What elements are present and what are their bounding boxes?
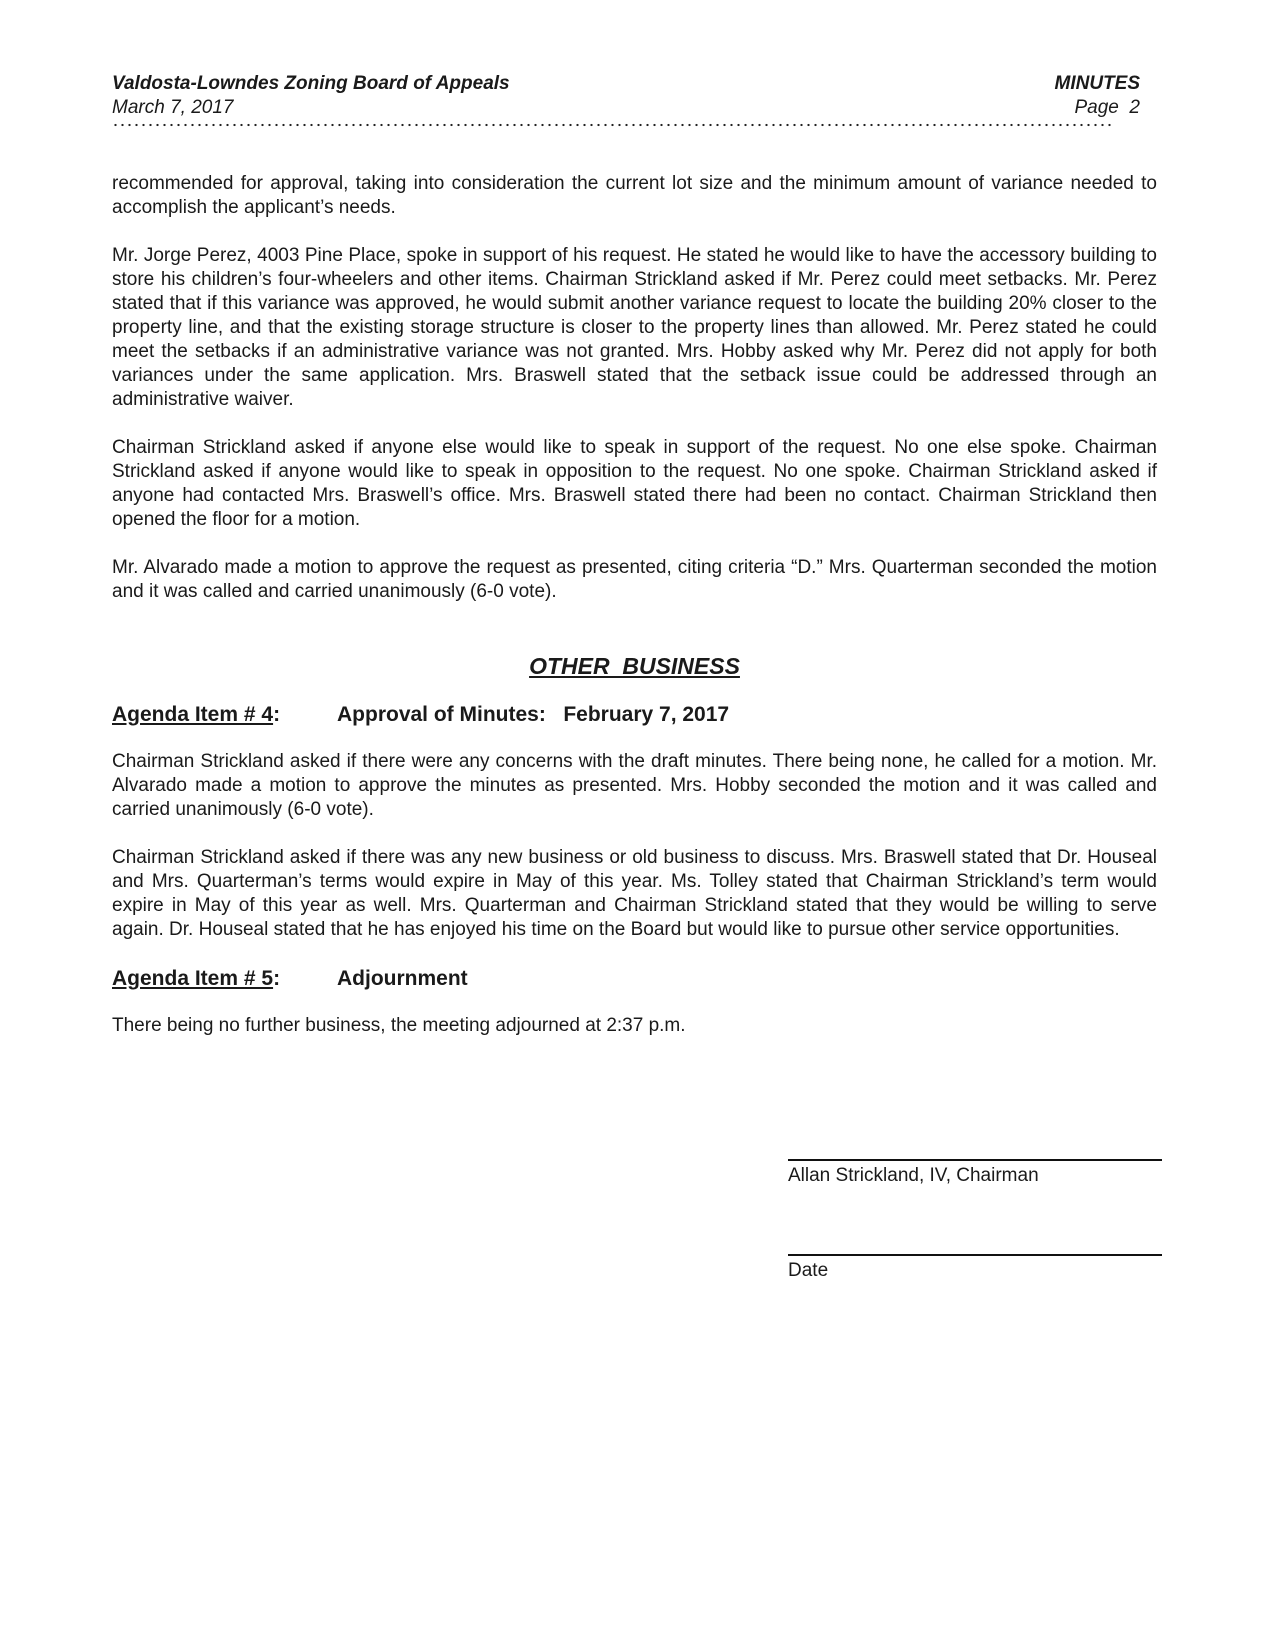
- date-label: Date: [788, 1260, 829, 1281]
- paragraph: Mr. Jorge Perez, 4003 Pine Place, spoke in support of his request. He stated he would like to have the accessory building to store his children’s four-wheelers and other items. Chairman Strickland asked if Mr. Perez could meet setbacks. Mr. Perez stated that if this variance was approved, he would submit another variance request to locate the building 20% closer to the property line, and that the existing storage structure is closer to the property lines than allowed. Mr. Perez stated he could meet the setbacks if an administrative variance was not granted. Mrs. Hobby asked why Mr. Perez did not apply for both variances under the same application. Mrs. Braswell stated that the setback issue could be addressed through an administrative waiver.: [112, 245, 1157, 410]
- agenda-item-4-title: Approval of Minutes: February 7, 2017: [337, 703, 730, 726]
- meeting-date: March 7, 2017: [112, 97, 234, 118]
- section-title: OTHER BUSINESS: [529, 653, 740, 679]
- document-type: MINUTES: [1054, 73, 1140, 94]
- paragraph: Chairman Strickland asked if there was any new business or old business to discuss. Mrs. Braswell stated that Dr. Houseal and Mrs. Quarterman’s terms would expire in May of this year. Ms. Tolley stated that Chairman Strickland’s term would expire in May of this year as well. Mrs. Quarterman and Chairman Strickland stated that they would be willing to serve again. Dr. Houseal stated that he has enjoyed his time on the Board but would like to pursue other service opportunities.: [112, 847, 1157, 940]
- paragraph: recommended for approval, taking into consideration the current lot size and the minimum amount of variance needed to accomplish the applicant’s needs.: [112, 173, 1157, 218]
- organization-name: Valdosta-Lowndes Zoning Board of Appeals: [112, 73, 510, 94]
- dotted-divider: [112, 122, 1112, 128]
- date-signature-block: [788, 1254, 1162, 1283]
- agenda-item-4-label-wrap: [112, 702, 337, 728]
- agenda-item-5-heading: [112, 966, 1157, 992]
- date-line: [788, 1254, 1162, 1256]
- page-number: Page 2: [1074, 97, 1140, 118]
- minutes-body: [112, 172, 1157, 1062]
- agenda-item-4-heading: [112, 702, 1157, 728]
- agenda-item-4-colon: :: [273, 703, 281, 726]
- page-header: [112, 72, 1140, 120]
- paragraph: Chairman Strickland asked if there were any concerns with the draft minutes. There being none, he called for a motion. Mr. Alvarado made a motion to approve the minutes as presented. Mrs. Hobby seconded the motion and it was called and carried unanimously (6-0 vote).: [112, 751, 1157, 820]
- paragraph: Mr. Alvarado made a motion to approve the request as presented, citing criteria “D.” Mrs. Quarterman seconded the motion and it was called and carried unanimously (6-0 vote).: [112, 557, 1157, 602]
- chairman-name: Allan Strickland, IV, Chairman: [788, 1165, 1039, 1186]
- agenda-item-4-label: Agenda Item # 4: [112, 703, 274, 726]
- chairman-signature-block: [788, 1159, 1162, 1188]
- agenda-item-5-label-wrap: [112, 966, 337, 992]
- agenda-item-5-label: Agenda Item # 5: [112, 967, 274, 990]
- agenda-item-5-colon: :: [273, 967, 281, 990]
- signature-line: [788, 1159, 1162, 1161]
- paragraph: There being no further business, the meeting adjourned at 2:37 p.m.: [112, 1015, 686, 1036]
- paragraph: Chairman Strickland asked if anyone else would like to speak in support of the request. No one else spoke. Chairman Strickland asked if anyone would like to speak in opposition to the request. No one spoke. Chairman Strickland asked if anyone had contacted Mrs. Braswell’s office. Mrs. Braswell stated there had been no contact. Chairman Strickland then opened the floor for a motion.: [112, 437, 1157, 530]
- agenda-item-5-title: Adjournment: [337, 967, 468, 990]
